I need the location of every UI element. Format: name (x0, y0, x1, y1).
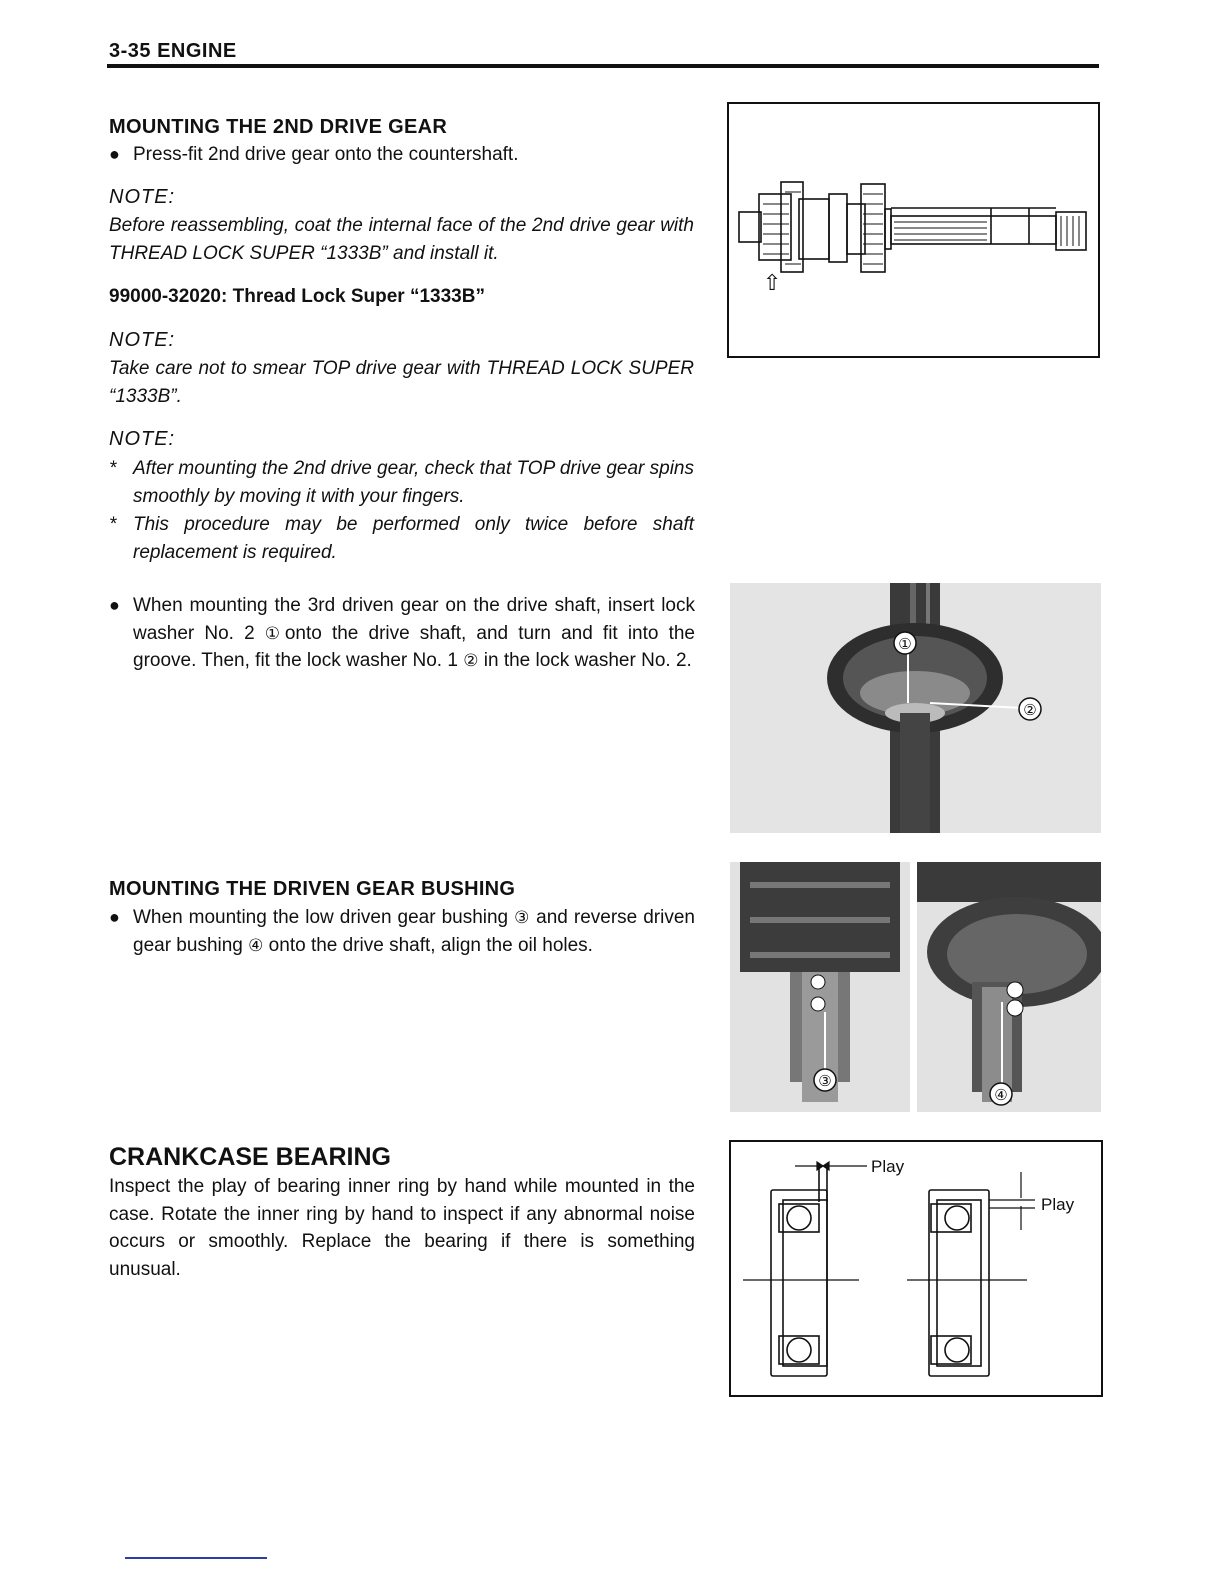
up-arrow-icon: ⇧ (763, 271, 782, 296)
section-heading-bushing: MOUNTING THE DRIVEN GEAR BUSHING (109, 878, 516, 900)
note-label: NOTE: (109, 186, 176, 208)
marker-1: ① (264, 623, 285, 643)
page-header: 3-35 ENGINE (109, 40, 237, 62)
bullet-lock-washer (109, 592, 695, 675)
marker-4: ④ (248, 935, 264, 955)
photo-reverse-driven-bushing (917, 862, 1101, 1112)
bullet-press-fit (109, 141, 699, 169)
section-heading-2nd-drive-gear: MOUNTING THE 2ND DRIVE GEAR (109, 116, 448, 138)
bullet-text: When mounting the 3rd driven gear on the drive shaft, insert lock washer No. 2 ①onto the drive shaft, and turn and fit into the groove. Then, fit the lock washer No. 1 ② in the lock washer No. 2. (133, 595, 695, 671)
note-item: * After mounting the 2nd drive gear, check that TOP drive gear spins smoothly by moving it with your fingers. (109, 455, 694, 511)
bullet-text: When mounting the low driven gear bushing ③ and reverse driven gear bushing ④ onto the drive shaft, align the oil holes. (133, 907, 695, 956)
section-heading-crankcase-bearing: CRANKCASE BEARING (109, 1143, 391, 1171)
callout-1: ① (898, 635, 912, 653)
header-rule (107, 64, 1099, 68)
note-item: * This procedure may be performed only twice before shaft replacement is required. (109, 511, 694, 567)
note-text: Take care not to smear TOP drive gear with THREAD LOCK SUPER “1333B”. (109, 358, 694, 407)
callout-2: ② (1023, 701, 1037, 719)
countershaft-svg (729, 104, 1098, 356)
countershaft-drawing (727, 102, 1100, 358)
callout-4: ④ (994, 1086, 1008, 1104)
bullet-icon: ● (109, 595, 120, 615)
play-label-radial: Play (871, 1157, 905, 1176)
bullet-icon: ● (109, 144, 120, 164)
photo-low-driven-bushing (730, 862, 910, 1112)
bullet-bushing (109, 904, 695, 959)
asterisk-icon: * (109, 514, 117, 535)
footer-rule (125, 1557, 267, 1559)
bearing-paragraph: Inspect the play of bearing inner ring by hand while mounted in the case. Rotate the inner ring by hand to inspect if any abnormal noise occurs or smoothly. Replace the bearing if there is something unusual. (109, 1176, 695, 1280)
callout-3: ③ (818, 1072, 832, 1090)
marker-3: ③ (514, 908, 531, 927)
marker-2: ② (463, 651, 479, 670)
bearing-svg (731, 1142, 1101, 1395)
photo-lock-washer (730, 583, 1101, 833)
note-list (109, 455, 694, 567)
bullet-text: Press-fit 2nd drive gear onto the countershaft. (133, 144, 519, 165)
note-label: NOTE: (109, 428, 176, 450)
gear-photo-svg (730, 583, 1101, 833)
note-text: Before reassembling, coat the internal face of the 2nd drive gear with THREAD LOCK SUPER “1333B” and install it. (109, 215, 694, 264)
part-number: 99000-32020: Thread Lock Super “1333B” (109, 286, 485, 307)
note-label: NOTE: (109, 329, 176, 351)
bullet-icon: ● (109, 907, 120, 927)
bearing-play-diagram (729, 1140, 1103, 1397)
reverse-bushing-photo-svg (917, 862, 1101, 1112)
bushing-photo-svg (730, 862, 910, 1112)
asterisk-icon: * (109, 458, 117, 479)
play-label-axial: Play (1041, 1195, 1075, 1214)
